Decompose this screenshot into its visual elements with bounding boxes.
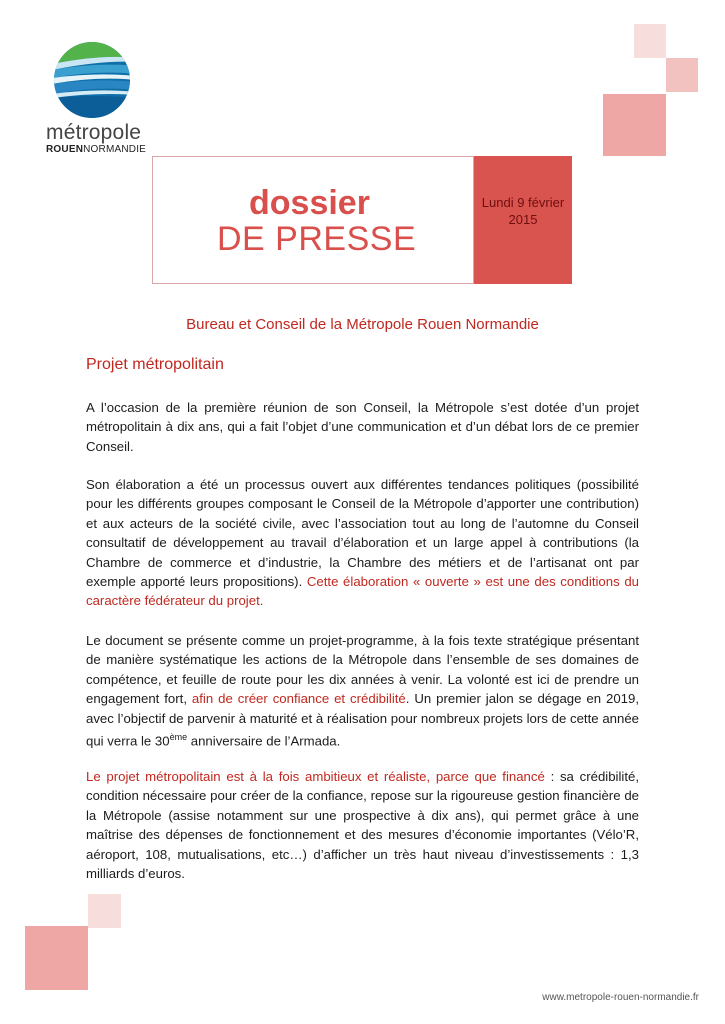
title-de-presse: DE PRESSE bbox=[217, 220, 417, 258]
deco-square bbox=[634, 24, 666, 58]
paragraph-2-text: Son élaboration a été un processus ouvert aux différentes tendances politiques (possibilité pour les différents groupes composant le Conseil de la Métropole d’apporter une contribution) et aux acteurs de la société civile, avec l’association tout au long de l’automne du Conseil consultatif de développement au travail d’élaboration et un large appel à contributions (la Chambre de commerce et d’industrie, la Chambre des métiers et de l’artisanat ont par exemple apporté leurs propositions). bbox=[86, 477, 639, 590]
section-title: Projet métropolitain bbox=[86, 356, 224, 373]
deco-square bbox=[88, 894, 121, 928]
metropole-logo bbox=[46, 40, 146, 156]
paragraph-2-highlight: Cette élaboration « ouverte » est une des conditions du caractère fédérateur du projet. bbox=[86, 574, 639, 609]
paragraph-3-text-a: Le document se présente comme un projet-programme, à la fois texte stratégique présentant de manière systématique les actions de la Métropole dans l’ensemble de ses domaines de compétence, et feuille de route pour les dix années à venir. La volonté est ici de prendre un engagement fort, bbox=[86, 633, 639, 707]
logo-subtitle bbox=[46, 144, 146, 156]
paragraph-3-text-b: . Un premier jalon se dégage en 2019, avec l’objectif de parvenir à maturité et à réalisation pour nombreux projets lors de cette année qui verra le 30 bbox=[86, 691, 639, 749]
logo-sub-rest: NORMANDIE bbox=[83, 144, 147, 155]
date-text bbox=[474, 194, 572, 228]
paragraph-3 bbox=[86, 631, 639, 751]
deco-square bbox=[25, 926, 88, 990]
paragraph-3-highlight: afin de créer confiance et crédibilité bbox=[191, 691, 406, 707]
paragraph-4 bbox=[86, 767, 639, 883]
date-line-2: 2015 bbox=[508, 212, 538, 227]
title-dossier: dossier bbox=[249, 184, 370, 222]
date-box bbox=[474, 156, 572, 284]
deco-square bbox=[666, 58, 698, 92]
paragraph-4-text: : sa crédibilité, condition nécessaire pour créer de la confiance, repose sur la rigoureuse gestion financière de la Métropole (assise notamment sur une prospective à dix ans), qui permet grâce à une maîtrise des dépenses de fonctionnement et des mesures d’économie importantes (Vélo’R, aéroport, 108, mutualisations, etc…) d’afficher un très haut niveau d’investissements : 1,3 milliards d’euros. bbox=[86, 769, 639, 882]
document-subtitle: Bureau et Conseil de la Métropole Rouen Normandie bbox=[186, 316, 539, 333]
paragraph-3-text-c: anniversaire de l’Armada. bbox=[187, 733, 341, 749]
logo-wordmark: métropole bbox=[46, 121, 142, 144]
title-box bbox=[152, 156, 474, 284]
paragraph-3-superscript: ème bbox=[169, 732, 188, 743]
metropole-logo-icon bbox=[52, 40, 136, 120]
paragraph-4-highlight: Le projet métropolitain est à la fois ambitieux et réaliste, parce que financé bbox=[86, 769, 545, 784]
logo-sub-bold: ROUEN bbox=[46, 144, 84, 155]
paragraph-2 bbox=[86, 475, 639, 611]
paragraph-1: A l’occasion de la première réunion de son Conseil, la Métropole s’est dotée d’un projet métropolitain à dix ans, qui a fait l’objet d’une communication et d’un débat lors de ce premier Conseil. bbox=[86, 400, 639, 454]
deco-square bbox=[603, 94, 666, 156]
date-line-1: Lundi 9 février bbox=[481, 195, 565, 210]
footer-url: www.metropole-rouen-normandie.fr bbox=[542, 992, 699, 1003]
